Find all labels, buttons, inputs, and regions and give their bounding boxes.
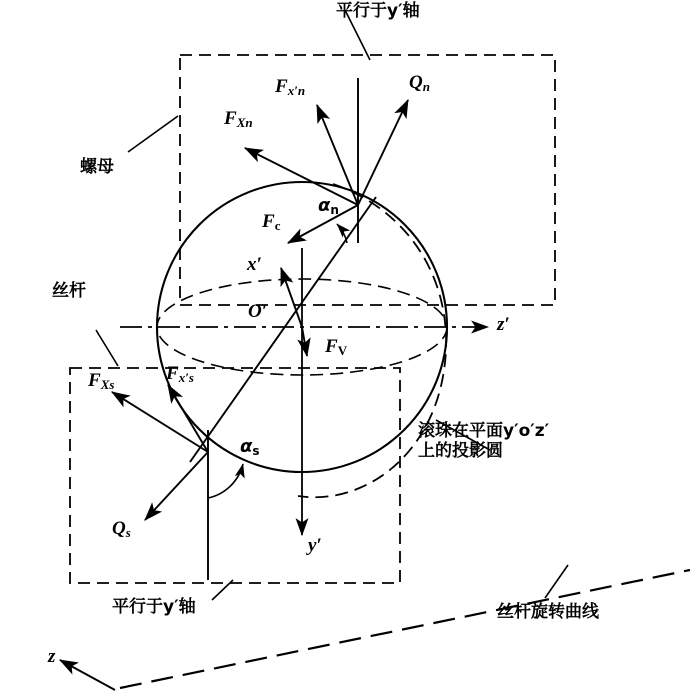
force-fv-symbol: F — [325, 336, 338, 357]
force-fXs-sub: Xs — [100, 377, 115, 392]
screw-region-box — [70, 368, 400, 583]
angle-alpha-n-arc — [337, 224, 347, 243]
nut-leader-line — [128, 116, 178, 152]
force-qn-arrow — [358, 100, 408, 205]
force-qn-symbol: Q — [409, 72, 423, 93]
screw-label: 丝杆 — [52, 281, 86, 301]
force-fc-symbol: F — [262, 211, 275, 232]
contact-line-through-ball — [190, 197, 376, 462]
angle-alpha-n-symbol: α — [318, 195, 331, 216]
force-fXs-label — [88, 370, 114, 393]
axis-x-prime-label: x′ — [247, 254, 262, 275]
upper-parallel-note-label: 平行于y′轴 — [336, 1, 420, 21]
force-fxprimes-sub: x′s — [178, 370, 194, 385]
force-qn-sub: n — [422, 79, 430, 94]
force-fv-sub: V — [337, 343, 348, 358]
axis-z-label: z — [48, 646, 56, 667]
force-fxprimen-arrow — [317, 105, 358, 205]
screw-rotation-curve — [120, 570, 690, 688]
force-fxprimen-label — [275, 76, 305, 99]
force-fXn-sub: Xn — [236, 115, 253, 130]
projection-note-line2: 上的投影圆 — [418, 440, 503, 461]
force-fXn-arrow — [245, 148, 358, 205]
force-fXs-symbol: F — [88, 370, 101, 391]
force-qn-label — [409, 72, 430, 95]
nut-label: 螺母 — [80, 157, 114, 177]
force-qs-sub: s — [125, 525, 131, 540]
angle-alpha-n-label — [318, 196, 339, 218]
angle-alpha-s-sub: s — [252, 444, 260, 458]
force-qs-symbol: Q — [112, 518, 126, 539]
screw-curve-leader-line — [545, 565, 568, 598]
lower-parallel-note-label: 平行于y′轴 — [112, 597, 196, 617]
force-fxprimes-arrow — [168, 385, 208, 452]
axis-z — [60, 660, 115, 690]
projection-note-line1: 滚珠在平面y′o′z′ — [418, 421, 550, 441]
screw-leader-line — [96, 330, 118, 366]
force-fxprimen-symbol: F — [275, 76, 288, 97]
axis-y-prime-label: y′ — [308, 535, 322, 556]
force-fc-label — [262, 211, 280, 234]
origin-label: O′ — [248, 301, 268, 322]
force-fv-label — [325, 336, 347, 359]
force-fxprimes-symbol: F — [166, 363, 179, 384]
force-fXn-label — [224, 108, 253, 131]
force-fc-sub: c — [274, 218, 281, 233]
angle-alpha-s-label — [240, 437, 260, 459]
angle-alpha-n-sub: n — [330, 203, 339, 217]
axis-z-prime-label: z′ — [497, 314, 510, 335]
force-fxprimes-label — [166, 363, 194, 386]
force-qs-arrow — [145, 452, 208, 520]
angle-alpha-s-arc — [208, 464, 243, 498]
nut-region-box — [180, 55, 555, 305]
angle-alpha-s-symbol: α — [240, 436, 253, 457]
screw-curve-label: 丝杆旋转曲线 — [497, 602, 599, 622]
projection-note-label — [418, 422, 549, 461]
force-fXn-symbol: F — [224, 108, 237, 129]
force-fxprimen-sub: x′n — [287, 83, 306, 98]
force-qs-label — [112, 518, 131, 541]
